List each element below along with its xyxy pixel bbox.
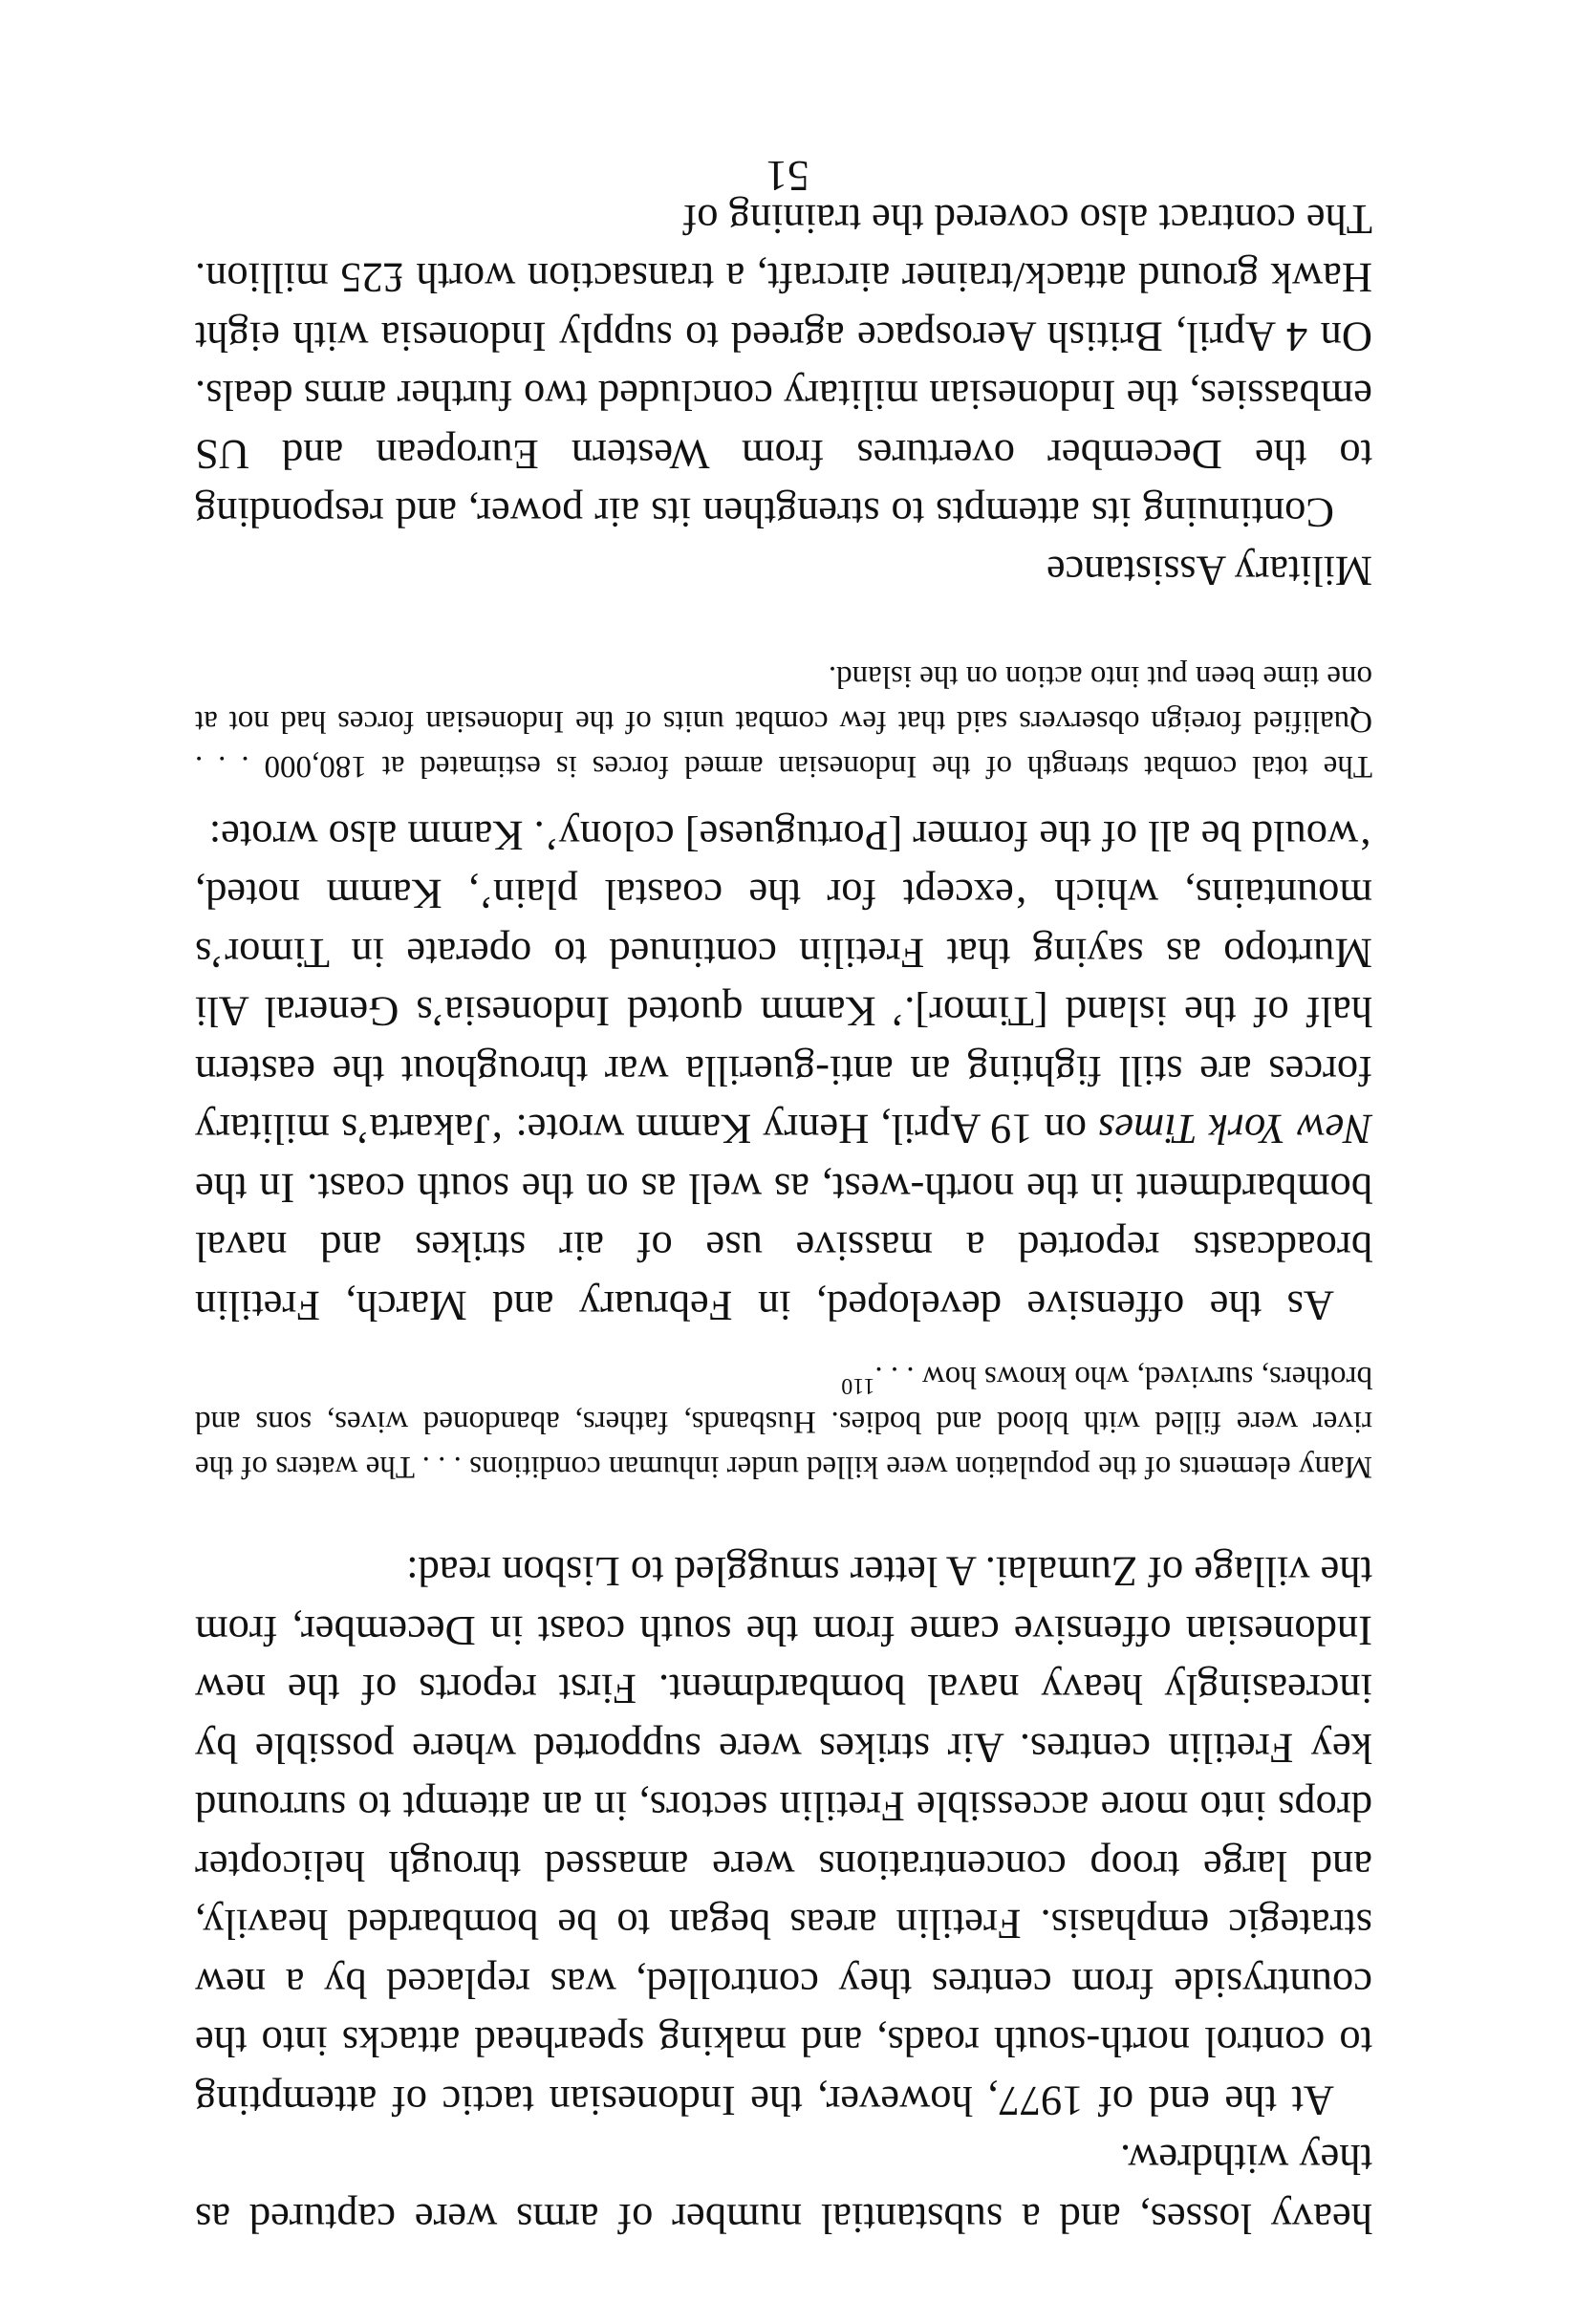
page-number: 51 — [766, 152, 809, 201]
newspaper-title: New York Times — [1098, 1106, 1372, 1154]
paragraph-kamm-part-a: As the offensive developed, in February and March, Fretilin broadcasts reported a massive use of air strikes and naval bombardment in the north-west, as well as on the south coast. In the — [195, 1165, 1372, 1330]
spacer — [195, 601, 1372, 655]
paragraph-military-assistance: Continuing its attempts to strengthen its air power, and responding to the December overtures from Western European and US embassies, the Indonesian military concluded two further arms deals. On 4 April, British Aerospace agreed to supply Indonesia with eight Hawk ground attack/trainer aircraft, a transaction worth £25 million. The contract also covered the training of — [195, 196, 1372, 538]
footnote-marker: 110 — [841, 1373, 875, 1398]
spacer — [195, 789, 1372, 807]
block-quote-kamm: The total combat strength of the Indonesian armed forces is estimated at 180,000 . . . Qualified foreign observers said that few combat units of the Indonesian forces had not at one time been put into action on the island. — [195, 659, 1372, 785]
block-quote-letter-text: Many elements of the population were killed under inhuman conditions . . . The waters of the river were filled with blood and bodies. Husbands, fathers, abandoned wives, sons and brothers, survived, who knows how . . . — [194, 1360, 1372, 1484]
paragraph-offensive: At the end of 1977, however, the Indonesian tactic of attempting to control north-south roads, and making spearhead attacks into the countryside from centres they controlled, was replaced by a new strategic emphasis. Fretilin areas began to be bombarded heavily, and large troop concentrations were amassed through helicopter drops into more accessible Fretilin sectors, in an attempt to surround key Fretilin centres. Air strikes were supported where possible by increasingly heavy naval bombardment. First reports of the new Indonesian offensive came from the south coast in December, from the village of Zumalai. A letter smuggled to Lisbon read: — [195, 1548, 1372, 2125]
paragraph-continuation: heavy losses, and a substantial number of arms were captured as they withdrew. — [195, 2136, 1372, 2243]
spacer — [195, 1489, 1372, 1542]
spacer — [195, 1335, 1372, 1354]
section-heading: Military Assistance — [1046, 548, 1372, 595]
paragraph-kamm — [195, 807, 1372, 1336]
block-quote-letter — [195, 1354, 1372, 1489]
text-column — [195, 190, 1372, 2249]
paragraph-kamm-part-b: on 19 April, Henry Kamm wrote: ‘Jakarta’s military forces are still fighting an anti-guerilla war throughout the eastern half of the island [Timor].’ Kamm quoted Indonesia’s General Ali Murtopo as saying that Fretilin continued to operate in Timor’s mountains, which ‘except for the coastal plain’, Kamm noted, ‘would be all of the former [Portuguese] colony’. Kamm also wrote: — [195, 812, 1372, 1154]
